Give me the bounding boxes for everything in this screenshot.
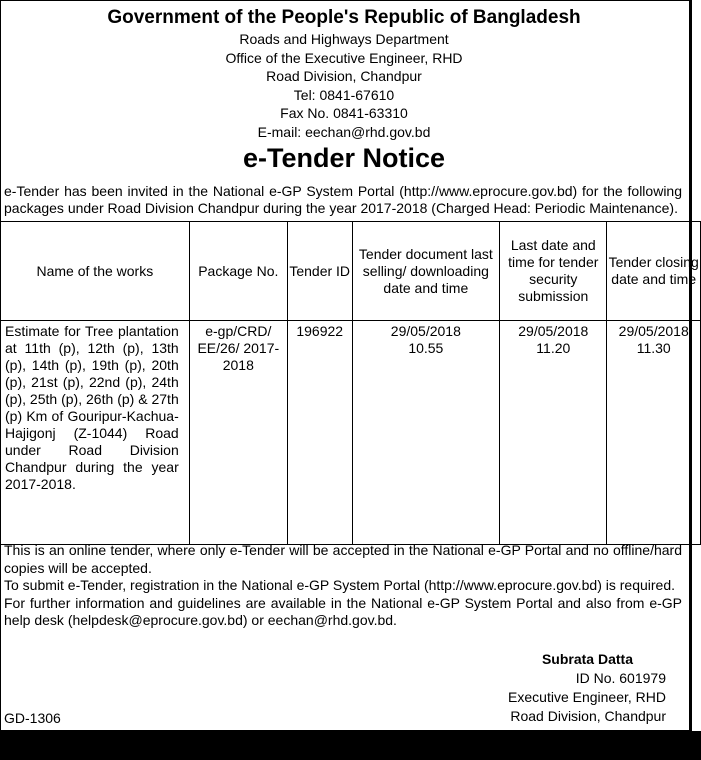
header-package: Package No. [189, 222, 287, 321]
office-line: Office of the Executive Engineer, RHD [225, 49, 463, 66]
header-closing-date: Tender closing date and time [607, 222, 701, 321]
security-date: 29/05/2018 [518, 323, 589, 339]
signature-block [480, 650, 666, 726]
header-selling-date: Tender document last selling/ downloading date and time [352, 222, 500, 321]
division-line: Road Division, Chandpur [266, 68, 422, 85]
security-datetime [500, 321, 607, 545]
security-time: 11.20 [536, 340, 571, 356]
tel-line: Tel: 0841-67610 [293, 86, 395, 103]
helpdesk-note: For further information and guidelines are available in the National e-GP System Portal and also from e-GP help desk (helpdesk@eprocure.gov.bd) or eechan@rhd.gov.bd. [4, 594, 682, 628]
header-security-date: Last date and time for tender security submission [500, 222, 607, 321]
package-number: e-gp/CRD/ EE/26/ 2017-2018 [189, 321, 287, 545]
online-tender-note: This is an online tender, where only e-Tender will be accepted in the National e-GP Portal and no offline/hard copies will be accepted. [4, 542, 682, 576]
work-description: Estimate for Tree plantation at 11th (p), 12th (p), 13th (p), 14th (p), 19th (p), 20th (p), 21st (p), 22nd (p), 24th (p), 25th (p), 26th (p) & 27th (p) Km of Gouripur-Kachua-Hajigonj (Z-1044) Road under Road Division Chandpur during the year 2017-2018. [1, 321, 190, 545]
header-tender-id: Tender ID [287, 222, 352, 321]
selling-date: 29/05/2018 [390, 323, 461, 339]
closing-datetime [607, 321, 701, 545]
fax-line: Fax No. 0841-63310 [280, 105, 408, 122]
selling-datetime [352, 321, 500, 545]
table-header-row [1, 222, 701, 321]
table-row [1, 321, 701, 545]
department-line: Roads and Highways Department [239, 31, 449, 47]
notice-header [0, 6, 688, 174]
tender-id: 196922 [287, 321, 352, 545]
government-title: Government of the People's Republic of Bangladesh [107, 7, 581, 28]
signatory-office: Road Division, Chandpur [510, 708, 666, 724]
email-line: E-mail: eechan@rhd.gov.bd [257, 123, 431, 140]
registration-note: To submit e-Tender, registration in the National e-GP System Portal (http://www.eprocure.gov.bd) is required. [4, 577, 676, 593]
tender-table [0, 221, 701, 545]
closing-time: 11.30 [636, 340, 671, 356]
notice-title: e-Tender Notice [242, 142, 446, 173]
closing-date: 29/05/2018 [618, 323, 689, 339]
intro-paragraph: e-Tender has been invited in the National e-GP System Portal (http://www.eprocure.gov.bd) for the following packages under Road Division Chandpur during the year 2017-2018 (Charged Head: Periodic Maintenance). [4, 183, 682, 216]
signatory-id: ID No. 601979 [575, 670, 666, 686]
footer-notes [4, 542, 682, 630]
bottom-black-band [0, 731, 701, 760]
reference-code: GD-1306 [4, 710, 61, 726]
selling-time: 10.55 [408, 340, 444, 356]
signatory-designation: Executive Engineer, RHD [508, 689, 666, 705]
signatory-name: Subrata Datta [541, 651, 633, 667]
header-works: Name of the works [1, 222, 190, 321]
